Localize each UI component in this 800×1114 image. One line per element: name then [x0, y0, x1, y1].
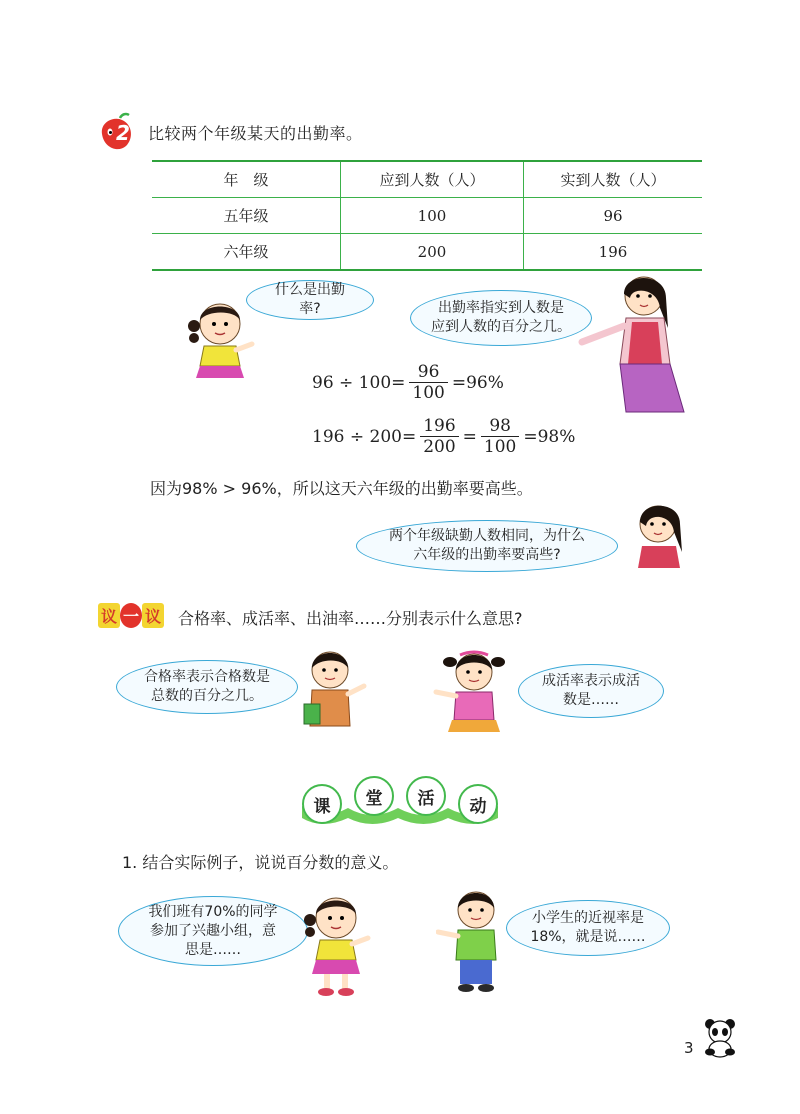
fraction: [420, 416, 458, 457]
attendance-table: [152, 160, 702, 271]
bubble-text: 我们班有70%的同学 参加了兴趣小组，意 思是……: [148, 903, 278, 958]
discuss-badge-char: 一: [120, 603, 142, 628]
fraction-denominator: 100: [409, 382, 447, 403]
table-header-expected: 应到人数（人）: [341, 161, 524, 198]
boy-character-icon: [436, 884, 516, 994]
equation-text: =98%: [523, 426, 576, 447]
bubble-text: 小学生的近视率是 18%，就是说……: [530, 910, 646, 945]
discuss-badge: [98, 603, 164, 628]
girl-character-icon: [302, 890, 374, 998]
equation-text: 196 ÷ 200=: [312, 426, 417, 447]
boy-character-icon: [298, 646, 368, 728]
bubble-text: 出勤率指实到人数是 应到人数的百分之几。: [431, 300, 571, 335]
discuss-question: 合格率、成活率、出油率……分别表示什么意思?: [178, 609, 523, 628]
panda-icon: [700, 1016, 742, 1058]
table-cell: 196: [524, 234, 703, 271]
equation-text: =: [462, 426, 477, 447]
equation-text: =96%: [451, 372, 504, 393]
table-header-row: [152, 161, 702, 198]
table-cell: 五年级: [152, 198, 341, 234]
banner-letter: 课: [302, 784, 342, 824]
conclusion-text: 因为98% > 96%，所以这天六年级的出勤率要高些。: [150, 479, 533, 498]
speech-bubble: [410, 290, 592, 346]
table-header-actual: 实到人数（人）: [524, 161, 703, 198]
speech-bubble: [246, 280, 374, 320]
banner-letter: 堂: [354, 776, 394, 816]
equation-2: [312, 416, 575, 457]
girl-character-icon: [186, 296, 262, 386]
fraction-numerator: 96: [417, 362, 440, 382]
example-number: 2: [116, 121, 130, 145]
table-cell: 100: [341, 198, 524, 234]
table-row: [152, 198, 702, 234]
fraction: [481, 416, 519, 457]
speech-bubble: [116, 660, 298, 714]
teacher-character-icon: [572, 268, 696, 418]
page-number: 3: [684, 1039, 694, 1057]
discuss-badge-char: 议: [98, 603, 120, 628]
activity-banner: [298, 776, 502, 832]
banner-letter: 动: [458, 784, 498, 824]
girl-pigtails-character-icon: [430, 646, 514, 738]
bubble-text: 什么是出勤率?: [275, 282, 345, 317]
example-number-badge-icon: [96, 112, 138, 154]
speech-bubble: [118, 896, 308, 966]
bubble-text: 成活率表示成活 数是……: [542, 673, 640, 708]
fraction-denominator: 200: [420, 436, 458, 457]
table-cell: 96: [524, 198, 703, 234]
table-row: [152, 234, 702, 271]
fraction-numerator: 98: [489, 416, 511, 436]
fraction: [409, 362, 447, 403]
fraction-numerator: 196: [423, 416, 456, 436]
speech-bubble: [506, 900, 670, 956]
equation-1: [312, 362, 504, 403]
speech-bubble: [518, 664, 664, 718]
fraction-denominator: 100: [481, 436, 519, 457]
equation-text: 96 ÷ 100=: [312, 372, 406, 393]
banner-letter: 活: [406, 776, 446, 816]
table-cell: 六年级: [152, 234, 341, 271]
discuss-badge-char: 议: [142, 603, 164, 628]
table-header-grade: 年 级: [152, 161, 341, 198]
speech-bubble: [356, 520, 618, 572]
example-title: 比较两个年级某天的出勤率。: [148, 124, 363, 143]
teacher-head-icon: [626, 496, 692, 568]
table-cell: 200: [341, 234, 524, 271]
bubble-text: 合格率表示合格数是 总数的百分之几。: [144, 669, 270, 704]
bubble-text: 两个年级缺勤人数相同，为什么 六年级的出勤率要高些?: [389, 528, 585, 563]
activity-task-1: 1. 结合实际例子，说说百分数的意义。: [122, 853, 399, 872]
